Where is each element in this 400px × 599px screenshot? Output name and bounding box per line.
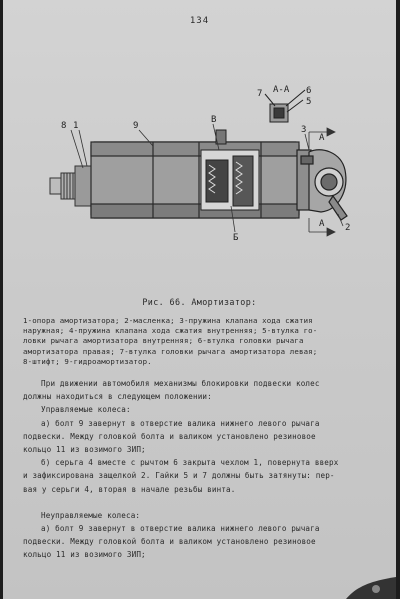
figure-legend: [23, 316, 387, 367]
steered-b-line: вая у серьги 4, вторая в начале резьбы винта.: [23, 484, 236, 494]
steered-a-line: подвески. Между головкой болта и валиком установлено резиновое: [23, 431, 316, 441]
unsteered-a-line: подвески. Между головкой болта и валиком установлено резиновое: [23, 537, 316, 547]
legend-line: наружная; 4-пружина клапана хода сжатия внутренняя; 5-втулка го-: [23, 326, 318, 336]
section-marker-a-top: А: [319, 133, 325, 143]
steered-a-line: кольцо 11 из возимого ЗИП;: [23, 445, 146, 455]
legend-line: амортизатора правая; 7-втулка головки рычага амортизатора левая;: [23, 346, 318, 356]
corner-smudge: [336, 559, 396, 599]
intro-line: должны находиться в следующем положении:: [23, 392, 212, 402]
unsteered-a-line: кольцо 11 из возимого ЗИП;: [23, 550, 146, 560]
page-number: 134: [189, 16, 210, 26]
legend-line: ловки рычага амортизатора внутренняя; 6-втулка головки рычага: [23, 336, 304, 346]
section-callout-5: 5: [306, 97, 312, 107]
lever-head: [297, 150, 347, 220]
section-aa-title: А-А: [273, 85, 290, 95]
body-text: [23, 377, 387, 562]
document-page: [3, 0, 396, 599]
callout-9: 9: [133, 121, 139, 131]
unsteered-heading: Неуправляемые колеса:: [41, 510, 141, 520]
steered-b-line: и зафиксирована защелкой 2. Гайки 5 и 7 должны быть затянуты: пер-: [23, 471, 335, 481]
callout-2: 2: [345, 223, 351, 233]
callout-8: 8: [61, 121, 67, 131]
cylinder-body: [91, 142, 299, 218]
figure-caption: Рис. 66. Амортизатор:: [142, 297, 257, 307]
unsteered-a-line: а) болт 9 завернут в отверстие валика нижнего левого рычага: [41, 524, 320, 534]
callout-3: 3: [301, 125, 307, 135]
section-callout-6: 6: [306, 86, 312, 96]
legend-line: 8-штифт; 9-гидроамортизатор.: [23, 356, 152, 366]
steered-heading: Управляемые колеса:: [41, 405, 131, 415]
section-callout-7: 7: [257, 89, 263, 99]
left-mount-pin: [50, 166, 93, 206]
steered-a-line: а) болт 9 завернут в отверстие валика нижнего левого рычага: [41, 418, 320, 428]
callout-b-top: В: [211, 115, 217, 125]
callout-1: 1: [73, 121, 79, 131]
callout-b-bottom: Б: [233, 233, 239, 243]
intro-line: При движении автомобиля механизмы блокировки подвески колес: [41, 379, 320, 388]
shock-absorber-figure: [3, 0, 396, 300]
legend-line: 1-опора амортизатора; 2-масленка; 3-пружина клапана хода сжатия: [23, 316, 313, 325]
section-marker-a-bottom: А: [319, 219, 325, 229]
steered-b-line: б) серьга 4 вместе с рычтом 6 закрыта чехлом 1, повернута вверх: [41, 458, 339, 468]
